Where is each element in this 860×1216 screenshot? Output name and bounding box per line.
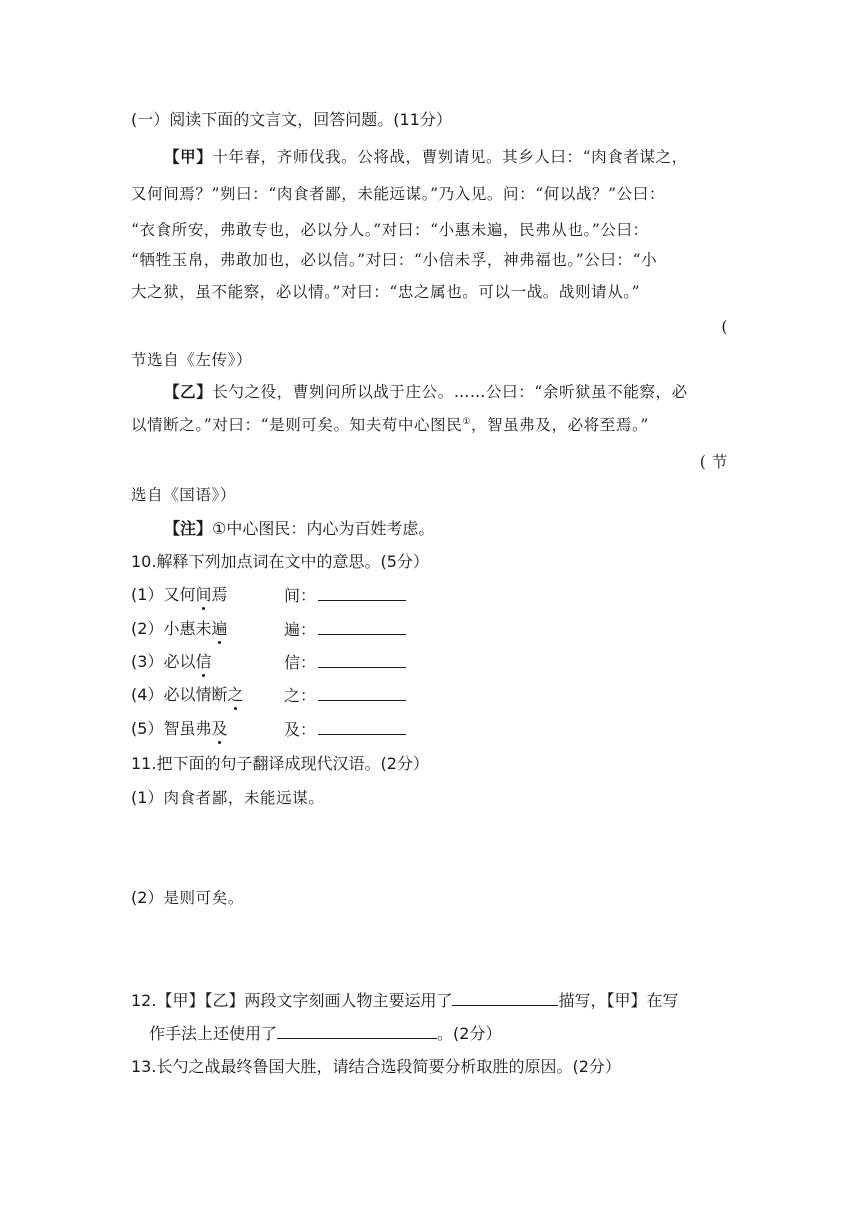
note-tag: 【注】 [164,519,213,538]
dotted-char: 及 [211,719,228,738]
question-10-title: 10.解释下列加点词在文中的意思。(5分） [131,552,429,571]
passage-yi-source-open: ( 节 [699,453,728,471]
dotted-char: 遍 [211,619,228,638]
passage-jia-line-2: 又何间焉？”刿曰：“肉食者鄙，未能远谋。”乃入见。问：“何以战？”公曰： [131,185,665,203]
q11-item-1: (1）肉食者鄙，未能远谋。 [131,788,325,807]
passage-jia-source-open: ( [721,318,728,336]
note: 【注】①中心图民：内心为百姓考虑。 [164,519,435,538]
passage-jia-line-4: “牺牲玉帛，弗敢加也，必以信。”对曰：“小信未孚，神弗福也。”公曰：“小 [131,251,658,269]
answer-blank[interactable] [318,619,406,635]
answer-blank[interactable] [318,685,406,701]
passage-jia-line-1: 【甲】十年春，齐师伐我。公将战，曹刿请见。其乡人曰：“肉食者谋之， [164,148,688,166]
answer-blank[interactable] [452,990,558,1006]
passage-jia-tag: 【甲】 [164,148,213,166]
passage-jia-line-5: 大之狱，虽不能察，必以情。”对曰：“忠之属也。可以一战。战则请从。” [131,283,641,301]
answer-blank[interactable] [318,585,406,601]
question-13-title: 13.长勺之战最终鲁国大胜，请结合选段简要分析取胜的原因。(2分） [131,1057,621,1076]
question-12-line-1: 12.【甲】【乙】两段文字刻画人物主要运用了 描写，【甲】在写 [131,991,679,1010]
passage-yi-line-2: 以情断之。”对曰：“是则可矣。知夫苟中心图民①，智虽弗及，必将至焉。” [131,416,649,434]
passage-yi-tag: 【乙】 [164,383,213,401]
dotted-char: 间 [195,585,212,604]
passage-yi-source: 选自《国语》） [131,486,236,504]
q10-item-4: (4）必以情断之 之： [131,685,731,705]
dotted-char: 信 [195,652,212,671]
answer-blank[interactable] [318,652,406,668]
q10-item-5: (5）智虽弗及 及： [131,719,731,739]
question-11-title: 11.把下面的句子翻译成现代汉语。(2分） [131,754,429,773]
passage-jia-source: 节选自《左传》） [131,351,253,369]
q10-item-3: (3）必以信 信： [131,652,731,672]
q11-item-2: (2）是则可矣。 [131,888,244,907]
section-title: (一）阅读下面的文言文，回答问题。(11分） [131,110,452,129]
question-12-line-2: 作手法上还使用了 。(2分） [149,1024,502,1043]
passage-jia-line-3: “衣食所安，弗敢专也，必以分人。”对曰：“小惠未遍，民弗从也。”公曰： [131,221,649,239]
dotted-char: 之 [227,685,244,704]
q10-item-2: (2）小惠未遍 遍： [131,619,731,639]
footnote-marker: ① [462,417,471,427]
passage-yi-line-1: 【乙】长勺之役，曹刿问所以战于庄公。……公曰：“余听狱虽不能察，必 [164,383,688,401]
q10-item-1: (1）又何间焉 间： [131,585,731,605]
answer-blank[interactable] [277,1023,437,1039]
answer-blank[interactable] [318,719,406,735]
